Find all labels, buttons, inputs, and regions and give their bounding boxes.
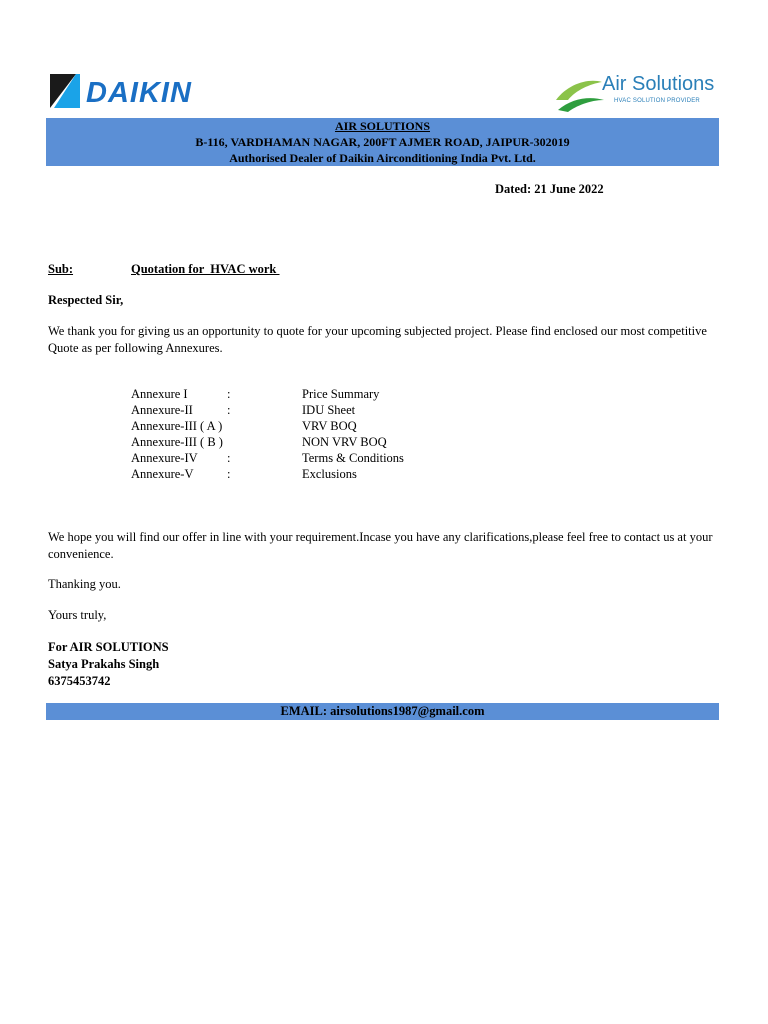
email-band: EMAIL: airsolutions1987@gmail.com — [46, 703, 719, 720]
air-solutions-logo-tagline: HVAC SOLUTION PROVIDER — [614, 98, 700, 104]
company-name: AIR SOLUTIONS — [334, 119, 431, 133]
daikin-logo-text: DAIKIN — [86, 77, 192, 109]
annexure-name: Annexure-III ( B ) — [131, 435, 223, 449]
dealer-line: Authorised Dealer of Daikin Airconditioning India Pvt. Ltd. — [229, 151, 536, 165]
company-address: B-116, VARDHAMAN NAGAR, 200FT AJMER ROAD, JAIPUR-302019 — [195, 135, 570, 149]
annexure-desc: Exclusions — [302, 467, 357, 481]
thanks-line: Thanking you. — [48, 577, 121, 591]
annexure-name: Annexure-II — [131, 403, 193, 417]
annexure-colon: : — [227, 467, 231, 481]
annexure-name: Annexure I — [131, 387, 188, 401]
annexure-name: Annexure-IV — [131, 451, 198, 465]
closing-paragraph: We hope you will find our offer in line with your requirement.Incase you have any clarifications,please feel free to contact us at your convenience. — [48, 530, 713, 561]
subject-label: Sub: — [48, 262, 74, 276]
annexure-desc: VRV BOQ — [302, 419, 357, 433]
company-header-band — [46, 118, 719, 166]
annexure-colon: : — [227, 403, 231, 417]
annexure-desc: Terms & Conditions — [302, 451, 404, 465]
signature-name: Satya Prakahs Singh — [48, 657, 160, 671]
salutation: Respected Sir, — [48, 293, 124, 307]
annexure-colon: : — [227, 451, 231, 465]
annexure-name: Annexure-III ( A ) — [131, 419, 223, 433]
signature-company: For AIR SOLUTIONS — [48, 640, 169, 654]
subject-text: Quotation for HVAC work — [131, 262, 280, 276]
annexure-colon: : — [227, 387, 231, 401]
signature-block — [48, 639, 169, 690]
annexure-name: Annexure-V — [131, 467, 194, 481]
intro-paragraph: We thank you for giving us an opportunity to quote for your upcoming subjected project. Please find enclosed our most competitive Quote as per following Annexures. — [48, 324, 707, 355]
annexure-desc: NON VRV BOQ — [302, 435, 387, 449]
annexure-desc: Price Summary — [302, 387, 380, 401]
date-line: Dated: 21 June 2022 — [495, 182, 604, 196]
air-solutions-logo-title: Air Solutions — [602, 73, 715, 95]
annexure-desc: IDU Sheet — [302, 403, 356, 417]
yours-truly-line: Yours truly, — [48, 608, 107, 622]
signature-phone: 6375453742 — [48, 674, 111, 688]
